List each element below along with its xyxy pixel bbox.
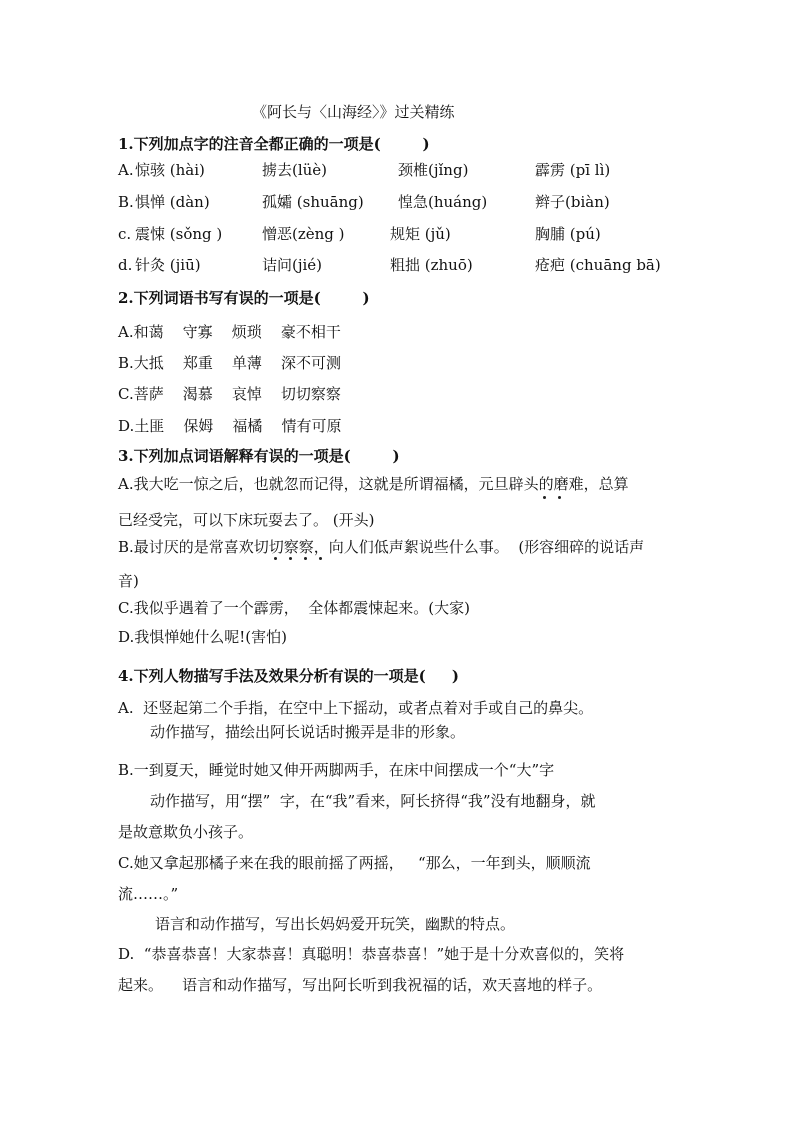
q3-option-c: C.我似乎遇着了一个霹雳， 全体都震悚起来。(大家) <box>118 599 470 617</box>
emphasis-dot <box>558 496 561 499</box>
q4-option-b-line-3: 是故意欺负小孩子。 <box>118 823 254 841</box>
q1-option-b-label: B. <box>118 193 134 211</box>
q1-option-a-item-4: 霹雳 (pī lì) <box>535 161 611 179</box>
q2-option-d: D.土匪 保姆 福橘 情有可原 <box>118 417 342 435</box>
q1-option-d-item-3: 粗拙 (zhuō) <box>390 256 473 274</box>
q4-option-c-line-1: C.她又拿起那橘子来在我的眼前摇了两摇， “那么，一年到头，顺顺流 <box>118 854 591 872</box>
q3-option-a-line-2: 已经受完，可以下床玩耍去了。 (开头) <box>118 511 375 529</box>
q3-option-b-line-2: 音) <box>118 572 139 590</box>
q1-option-a-item-1: 惊骇 (hài) <box>135 161 205 179</box>
emphasis-dot <box>274 557 277 560</box>
q1-option-d-item-1: 针灸 (jiū) <box>135 256 201 274</box>
q1-option-b-item-3: 惶急(huáng) <box>398 193 488 211</box>
q1-option-d-label: d. <box>118 256 133 274</box>
q1-option-c-item-2: 憎恶(zèng ) <box>262 225 345 243</box>
question-2-stem: 2.下列词语书写有误的一项是( ) <box>118 289 370 307</box>
q4-option-a-line-1: A. 还竖起第二个手指，在空中上下摇动，或者点着对手或自己的鼻尖。 <box>118 699 594 717</box>
q4-option-d-line-1: D. “恭喜恭喜！大家恭喜！真聪明！恭喜恭喜！”她于是十分欢喜似的，笑将 <box>118 945 625 963</box>
q3-option-b-line-1: B.最讨厌的是常喜欢切切察察，向人们低声絮说些什么事。 (形容细碎的说话声 <box>118 538 645 556</box>
q1-option-b-item-2: 孤孀 (shuāng) <box>262 193 364 211</box>
emphasis-dot <box>304 557 307 560</box>
q4-option-a-line-2: 动作描写，描绘出阿长说话时搬弄是非的形象。 <box>150 723 466 741</box>
q2-option-b: B.大抵 郑重 单薄 深不可测 <box>118 354 342 372</box>
q1-option-c-label: c. <box>118 225 132 243</box>
q4-option-c-line-3: 语言和动作描写，写出长妈妈爱开玩笑，幽默的特点。 <box>155 915 516 933</box>
q4-option-d-line-2: 起来。 语言和动作描写，写出阿长听到我祝福的话，欢天喜地的样子。 <box>118 976 603 994</box>
q1-option-c-item-1: 震悚 (sǒng ) <box>135 225 223 243</box>
q4-option-b-line-2: 动作描写，用“摆” 字，在“我”看来，阿长挤得“我”没有地翻身，就 <box>150 792 596 810</box>
emphasis-dot <box>289 557 292 560</box>
q1-option-b-item-4: 辫子(biàn) <box>535 193 610 211</box>
q4-option-c-line-2: 流……。” <box>118 885 179 903</box>
q3-option-a-line-1: A.我大吃一惊之后，也就忽而记得，这就是所谓福橘，元旦辟头的磨难，总算 <box>118 475 629 493</box>
q1-option-a-item-3: 颈椎(jǐng) <box>398 161 469 179</box>
q1-option-a-label: A. <box>118 161 134 179</box>
q1-option-c-item-3: 规矩 (jǔ) <box>390 225 451 243</box>
page-title: 《阿长与〈山海经〉》过关精练 <box>252 103 455 121</box>
question-4-stem: 4.下列人物描写手法及效果分析有误的一项是( ) <box>118 667 459 685</box>
emphasis-dot <box>543 496 546 499</box>
emphasis-dot <box>319 557 322 560</box>
q1-option-a-item-2: 掳去(lüè) <box>262 161 328 179</box>
q1-option-d-item-2: 诘问(jié) <box>262 256 323 274</box>
question-3-stem: 3.下列加点词语解释有误的一项是( ) <box>118 447 400 465</box>
q4-option-b-line-1: B.一到夏天，睡觉时她又伸开两脚两手，在床中间摆成一个“大”字 <box>118 761 555 779</box>
question-1-stem: 1.下列加点字的注音全都正确的一项是( ) <box>118 135 430 153</box>
q3-option-d: D.我惧惮她什么呢!(害怕) <box>118 628 287 646</box>
q2-option-a: A.和蔼 守寡 烦琐 豪不相干 <box>118 323 341 341</box>
q1-option-c-item-4: 胸脯 (pú) <box>535 225 601 243</box>
q1-option-b-item-1: 惧惮 (dàn) <box>135 193 210 211</box>
q1-option-d-item-4: 疮疤 (chuāng bā) <box>535 256 661 274</box>
q2-option-c: C.菩萨 渴慕 哀悼 切切察察 <box>118 385 341 403</box>
